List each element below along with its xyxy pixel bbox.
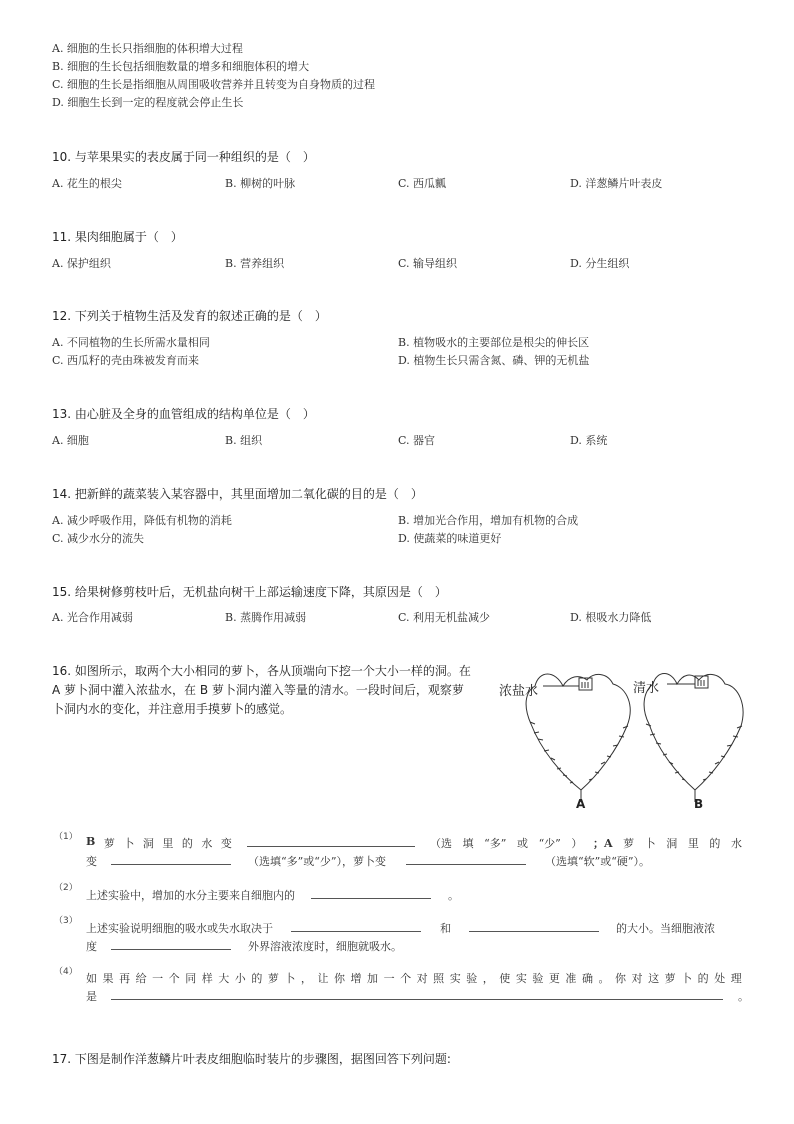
- question-10-stem: 10. 与苹果果实的表皮属于同一种组织的是（ ）: [52, 150, 315, 164]
- sub-4-char: 你: [615, 972, 626, 985]
- q10-option-c: C. 西瓜瓤: [398, 177, 447, 190]
- sub-1-char: 卜: [644, 837, 656, 850]
- question-16-stem-line-1: 16. 如图所示，取两个大小相同的萝卜，各从顶端向下挖一个大小一样的洞。在: [52, 664, 471, 678]
- sub-1-char: 的: [181, 837, 193, 850]
- sub-1-char: 水: [201, 837, 213, 850]
- sub-4-char: 同: [185, 972, 197, 985]
- sub-1-char: 萝: [623, 837, 635, 850]
- sub-1-char: 或: [516, 837, 528, 850]
- q14-option-b: B. 增加光合作用，增加有机物的合成: [398, 514, 579, 527]
- sub-4-char: 一: [383, 972, 395, 985]
- sub-4-char: 验: [466, 972, 478, 985]
- sub-4-char: 实: [449, 972, 461, 985]
- question-12-stem: 12. 下列关于植物生活及发育的叙述正确的是（ ）: [52, 309, 327, 323]
- sub-4-number: （4）: [54, 967, 78, 977]
- prev-option-a: A. 细胞的生长只指细胞的体积增大过程: [52, 42, 243, 55]
- q15-option-a: A. 光合作用减弱: [52, 611, 133, 624]
- sub-4-char: 小: [234, 972, 246, 985]
- prev-option-c: C. 细胞的生长是指细胞从周围吸收营养并且转变为自身物质的过程: [52, 78, 376, 91]
- question-14-stem: 14. 把新鲜的蔬菜装入某容器中，其里面增加二氧化碳的目的是（ ）: [52, 487, 423, 501]
- sub-4-char: 大: [218, 972, 230, 985]
- sub-4-char: 对: [631, 972, 643, 985]
- sub-1-char: 填: [462, 837, 474, 850]
- label-b: B: [694, 797, 704, 811]
- sub-2-number: （2）: [54, 883, 78, 893]
- sub-4-char: 如: [86, 972, 97, 985]
- q11-option-a: A. 保护组织: [52, 257, 111, 270]
- q13-option-d: D. 系统: [570, 434, 608, 447]
- sub-4-char: ，: [482, 972, 494, 985]
- sub-2-text: 上述实验中，增加的水分主要来自细胞内的: [86, 889, 295, 902]
- sub-1-char: 水: [730, 837, 742, 850]
- q11-option-b: B. 营养组织: [225, 257, 285, 270]
- sub-3-text-a: 上述实验说明细胞的吸水或失水取决于: [86, 922, 273, 935]
- sub-4-char: 给: [135, 972, 147, 985]
- q10-option-b: B. 柳树的叶脉: [225, 177, 296, 190]
- sub-4-char: 卜: [284, 972, 296, 985]
- sub-4-char: 对: [416, 972, 428, 985]
- sub-1-char: “多”: [484, 837, 507, 850]
- sub-4-char: 萝: [664, 972, 676, 985]
- sub-1-line-2-b: （选填“多”或“少”），萝卜变: [248, 855, 386, 868]
- sub-4-char: 再: [119, 972, 131, 985]
- sub-4-char: 更: [548, 972, 560, 985]
- sub-4-char: 这: [648, 972, 660, 985]
- prev-option-d: D. 细胞生长到一定的程度就会停止生长: [52, 96, 244, 109]
- sub-4-char: 准: [565, 972, 577, 985]
- sub-1-blank-3[interactable]: [406, 853, 526, 865]
- sub-3-line-1: [86, 920, 715, 936]
- label-salt-water: 浓盐水: [499, 684, 539, 699]
- sub-4-end: 。: [738, 990, 749, 1003]
- sub-1-char: 洞: [666, 837, 678, 850]
- q11-option-d: D. 分生组织: [570, 257, 630, 270]
- sub-4-blank[interactable]: [111, 988, 723, 1000]
- question-17-stem: 17. 下图是制作洋葱鳞片叶表皮细胞临时装片的步骤图，据图回答下列问题:: [52, 1052, 451, 1066]
- sub-4-char: 增: [350, 972, 362, 985]
- sub-4-char: 的: [697, 972, 709, 985]
- question-16-stem-line-3: 卜洞内水的变化，并注意用手摸萝卜的感觉。: [52, 702, 293, 716]
- q15-option-d: D. 根吸水力降低: [570, 611, 652, 624]
- sub-1-char: ）: [571, 837, 583, 850]
- q13-option-a: A. 细胞: [52, 434, 89, 447]
- q13-option-c: C. 器官: [398, 434, 436, 447]
- q12-option-a: A. 不同植物的生长所需水量相同: [52, 336, 210, 349]
- sub-3-blank-3[interactable]: [111, 938, 231, 950]
- q14-option-c: C. 减少水分的流失: [52, 532, 145, 545]
- sub-4-char: 萝: [267, 972, 279, 985]
- sub-1-char: 变: [220, 837, 232, 850]
- sub-4-char: 卜: [681, 972, 693, 985]
- q14-option-d: D. 使蔬菜的味道更好: [398, 532, 502, 545]
- sub-1-char: 萝: [103, 837, 115, 850]
- sub-1-line-2: [86, 853, 650, 869]
- prev-option-b: B. 细胞的生长包括细胞数量的增多和细胞体积的增大: [52, 60, 310, 73]
- sub-3-text-b: 和: [440, 922, 451, 935]
- q15-option-b: B. 蒸腾作用减弱: [225, 611, 307, 624]
- q12-option-c: C. 西瓜籽的壳由珠被发育而来: [52, 354, 200, 367]
- sub-4-char: 的: [251, 972, 263, 985]
- sub-1-line-2-a: 变: [86, 855, 97, 868]
- sub-4-char: 你: [333, 972, 345, 985]
- sub-1-char: “少”: [538, 837, 561, 850]
- sub-1-line-1-hint: [430, 835, 742, 851]
- sub-3-line-2: [86, 938, 402, 954]
- q14-option-a: A. 减少呼吸作用，降低有机物的消耗: [52, 514, 232, 527]
- sub-2-line: [86, 887, 459, 903]
- q10-option-d: D. 洋葱鳞片叶表皮: [570, 177, 663, 190]
- sub-3-text-d: 度: [86, 940, 97, 953]
- sub-3-number: （3）: [54, 916, 78, 926]
- sub-2-blank[interactable]: [311, 887, 431, 899]
- sub-4-line-1: [86, 970, 742, 986]
- q15-option-c: C. 利用无机盐减少: [398, 611, 491, 624]
- q12-option-d: D. 植物生长只需含氮、磷、钾的无机盐: [398, 354, 590, 367]
- sub-4-text-a: 是: [86, 990, 97, 1003]
- sub-4-char: 验: [532, 972, 544, 985]
- sub-1-line-2-c: （选填“软”或“硬”）。: [545, 855, 650, 868]
- sub-1-char: B: [86, 835, 96, 848]
- sub-1-char: 里: [162, 837, 174, 850]
- sub-4-char: 确: [581, 972, 593, 985]
- sub-1-char: 的: [709, 837, 721, 850]
- sub-4-char: 实: [515, 972, 527, 985]
- sub-3-blank-2[interactable]: [469, 920, 599, 932]
- sub-1-char: ；A: [592, 837, 613, 850]
- sub-1-char: 卜: [123, 837, 135, 850]
- sub-1-blank-2[interactable]: [111, 853, 231, 865]
- sub-4-char: 使: [499, 972, 511, 985]
- radish-figure: [495, 664, 755, 814]
- q13-option-b: B. 组织: [225, 434, 263, 447]
- sub-4-char: 。: [598, 972, 610, 985]
- q12-option-b: B. 植物吸水的主要部位是根尖的伸长区: [398, 336, 590, 349]
- sub-4-char: 照: [433, 972, 445, 985]
- radish-a: [526, 674, 630, 802]
- sub-1-char: （选: [430, 837, 452, 850]
- sub-3-text-c: 的大小。当细胞液浓: [616, 922, 715, 935]
- sub-4-char: 果: [102, 972, 114, 985]
- sub-2-end: 。: [448, 889, 459, 902]
- sub-1-blank-1[interactable]: [247, 835, 415, 847]
- sub-1-line-1: [86, 835, 742, 851]
- question-16-stem-line-2: A 萝卜洞中灌入浓盐水，在 B 萝卜洞内灌入等量的清水。一段时间后，观察萝: [52, 683, 464, 697]
- sub-1-number: （1）: [54, 832, 78, 842]
- sub-4-char: 处: [714, 972, 726, 985]
- q10-option-a: A. 花生的根尖: [52, 177, 122, 190]
- sub-3-blank-1[interactable]: [291, 920, 421, 932]
- question-15-stem: 15. 给果树修剪枝叶后，无机盐向树干上部运输速度下降，其原因是（ ）: [52, 585, 447, 599]
- question-13-stem: 13. 由心脏及全身的血管组成的结构单位是（ ）: [52, 407, 315, 421]
- sub-4-char: 加: [367, 972, 379, 985]
- sub-3-text-e: 外界溶液浓度时，细胞就吸水。: [248, 940, 402, 953]
- sub-4-char: ，: [300, 972, 312, 985]
- sub-1-char: 洞: [142, 837, 154, 850]
- sub-4-char: 个: [400, 972, 412, 985]
- q11-option-c: C. 输导组织: [398, 257, 458, 270]
- sub-4-line-2: [86, 988, 749, 1004]
- sub-4-char: 理: [730, 972, 742, 985]
- sub-4-char: 让: [317, 972, 329, 985]
- sub-1-line-1-prefix: [86, 835, 232, 851]
- sub-4-char: 样: [201, 972, 213, 985]
- label-clear-water: 清水: [633, 681, 660, 696]
- sub-4-char: 一: [152, 972, 164, 985]
- sub-4-char: 个: [168, 972, 180, 985]
- question-11-stem: 11. 果肉细胞属于（ ）: [52, 230, 183, 244]
- sub-1-char: 里: [687, 837, 699, 850]
- label-a: A: [576, 797, 586, 811]
